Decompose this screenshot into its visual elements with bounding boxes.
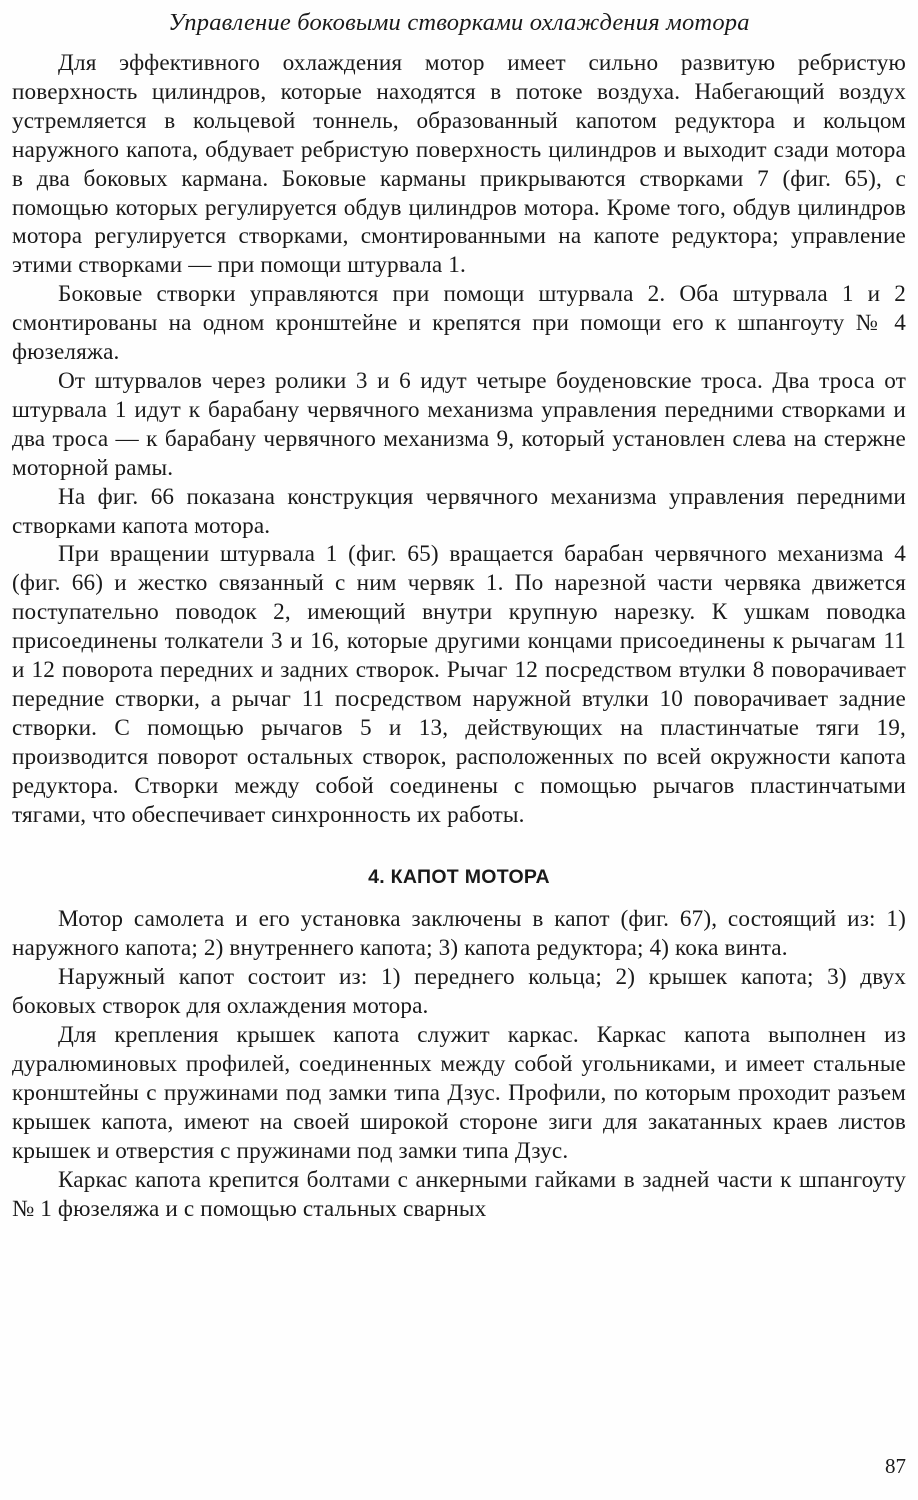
paragraph-side-flaps-control: Боковые створки управляются при помощи штурвала 2. Оба штурвала 1 и 2 смонтированы на одном кронштейне и крепятся при помощи его к шпангоуту № 4 фюзеляжа.	[12, 281, 906, 366]
paragraph-outer-cowling: Наружный капот состоит из: 1) переднего кольца; 2) крышек капота; 3) двух боковых створок для охлаждения мотора.	[12, 964, 906, 1020]
running-head: Управление боковыми створками охлаждения мотора	[168, 9, 750, 36]
paragraph-cowling-composition: Мотор самолета и его установка заключены в капот (фиг. 67), состоящий из: 1) наружного капота; 2) внутреннего капота; 3) капота редуктора; 4) кока винта.	[12, 906, 906, 962]
paragraph-frame-mounting: Каркас капота крепится болтами с анкерными гайками в задней части к шпангоуту № 1 фюзеляжа и с помощью стальных сварных	[12, 1166, 906, 1222]
paragraph-worm-mechanism-figure: На фиг. 66 показана конструкция червячного механизма управления передними створками капота мотора.	[12, 483, 906, 539]
paragraph-cowling-frame: Для крепления крышек капота служит каркас. Каркас капота выполнен из дуралюминовых профилей, соединенных между собой угольниками, и имеет стальные кронштейны с пружинами под замки типа Дзус. Профили, по которым проходит разъем крышек капота, имеют на своей широкой стороне зиги для закатанных краев листов крышек и отверстия с пружинами под замки типа Дзус.	[12, 1022, 906, 1164]
paragraph-engine-cooling: Для эффективного охлаждения мотор имеет сильно развитую ребристую поверхность цилиндров, которые находятся в потоке воздуха. Набегающий воздух устремляется в кольцевой тоннель, образованный капотом редуктора и кольцом наружного капота, обдувает ребристую поверхность цилиндров и выходит сзади мотора в два боковых кармана. Боковые карманы прикрываются створками 7 (фиг. 65), с помощью которых регулируется обдув цилиндров мотора. Кроме того, обдув цилиндров мотора регулируется створками, смонтированными на капоте редуктора; управление этими створками — при помощи штурвала 1.	[12, 50, 906, 279]
section-heading: 4. КАПОТ МОТОРА	[368, 866, 550, 889]
paragraph-worm-mechanism-operation: При вращении штурвала 1 (фиг. 65) вращается барабан червячного механизма 4 (фиг. 66) и жестко связанный с ним червяк 1. По нарезной части червяка движется поступательно поводок 2, имеющий внутри крупную нарезку. К ушкам поводка присоединены толкатели 3 и 16, которые другими концами присоединены к рычагам 11 и 12 поворота передних и задних створок. Рычаг 12 посредством втулки 8 поворачивает передние створки, а рычаг 11 посредством наружной втулки 10 поворачивает задние створки. С помощью рычагов 5 и 13, действующих на пластинчатые тяги 19, производится поворот остальных створок, расположенных по всей окружности капота редуктора. Створки между собой соединены с помощью рычагов пластинчатыми тягами, что обеспечивает синхронность их работы.	[12, 541, 906, 828]
paragraph-bowden-cables: От штурвалов через ролики 3 и 6 идут четыре боуденовские троса. Два троса от штурвала 1 идут к барабану червячного механизма управления передними створками и два троса — к барабану червячного механизма 9, который установлен слева на стержне моторной рамы.	[12, 367, 906, 481]
page-number: 87	[885, 1454, 906, 1478]
